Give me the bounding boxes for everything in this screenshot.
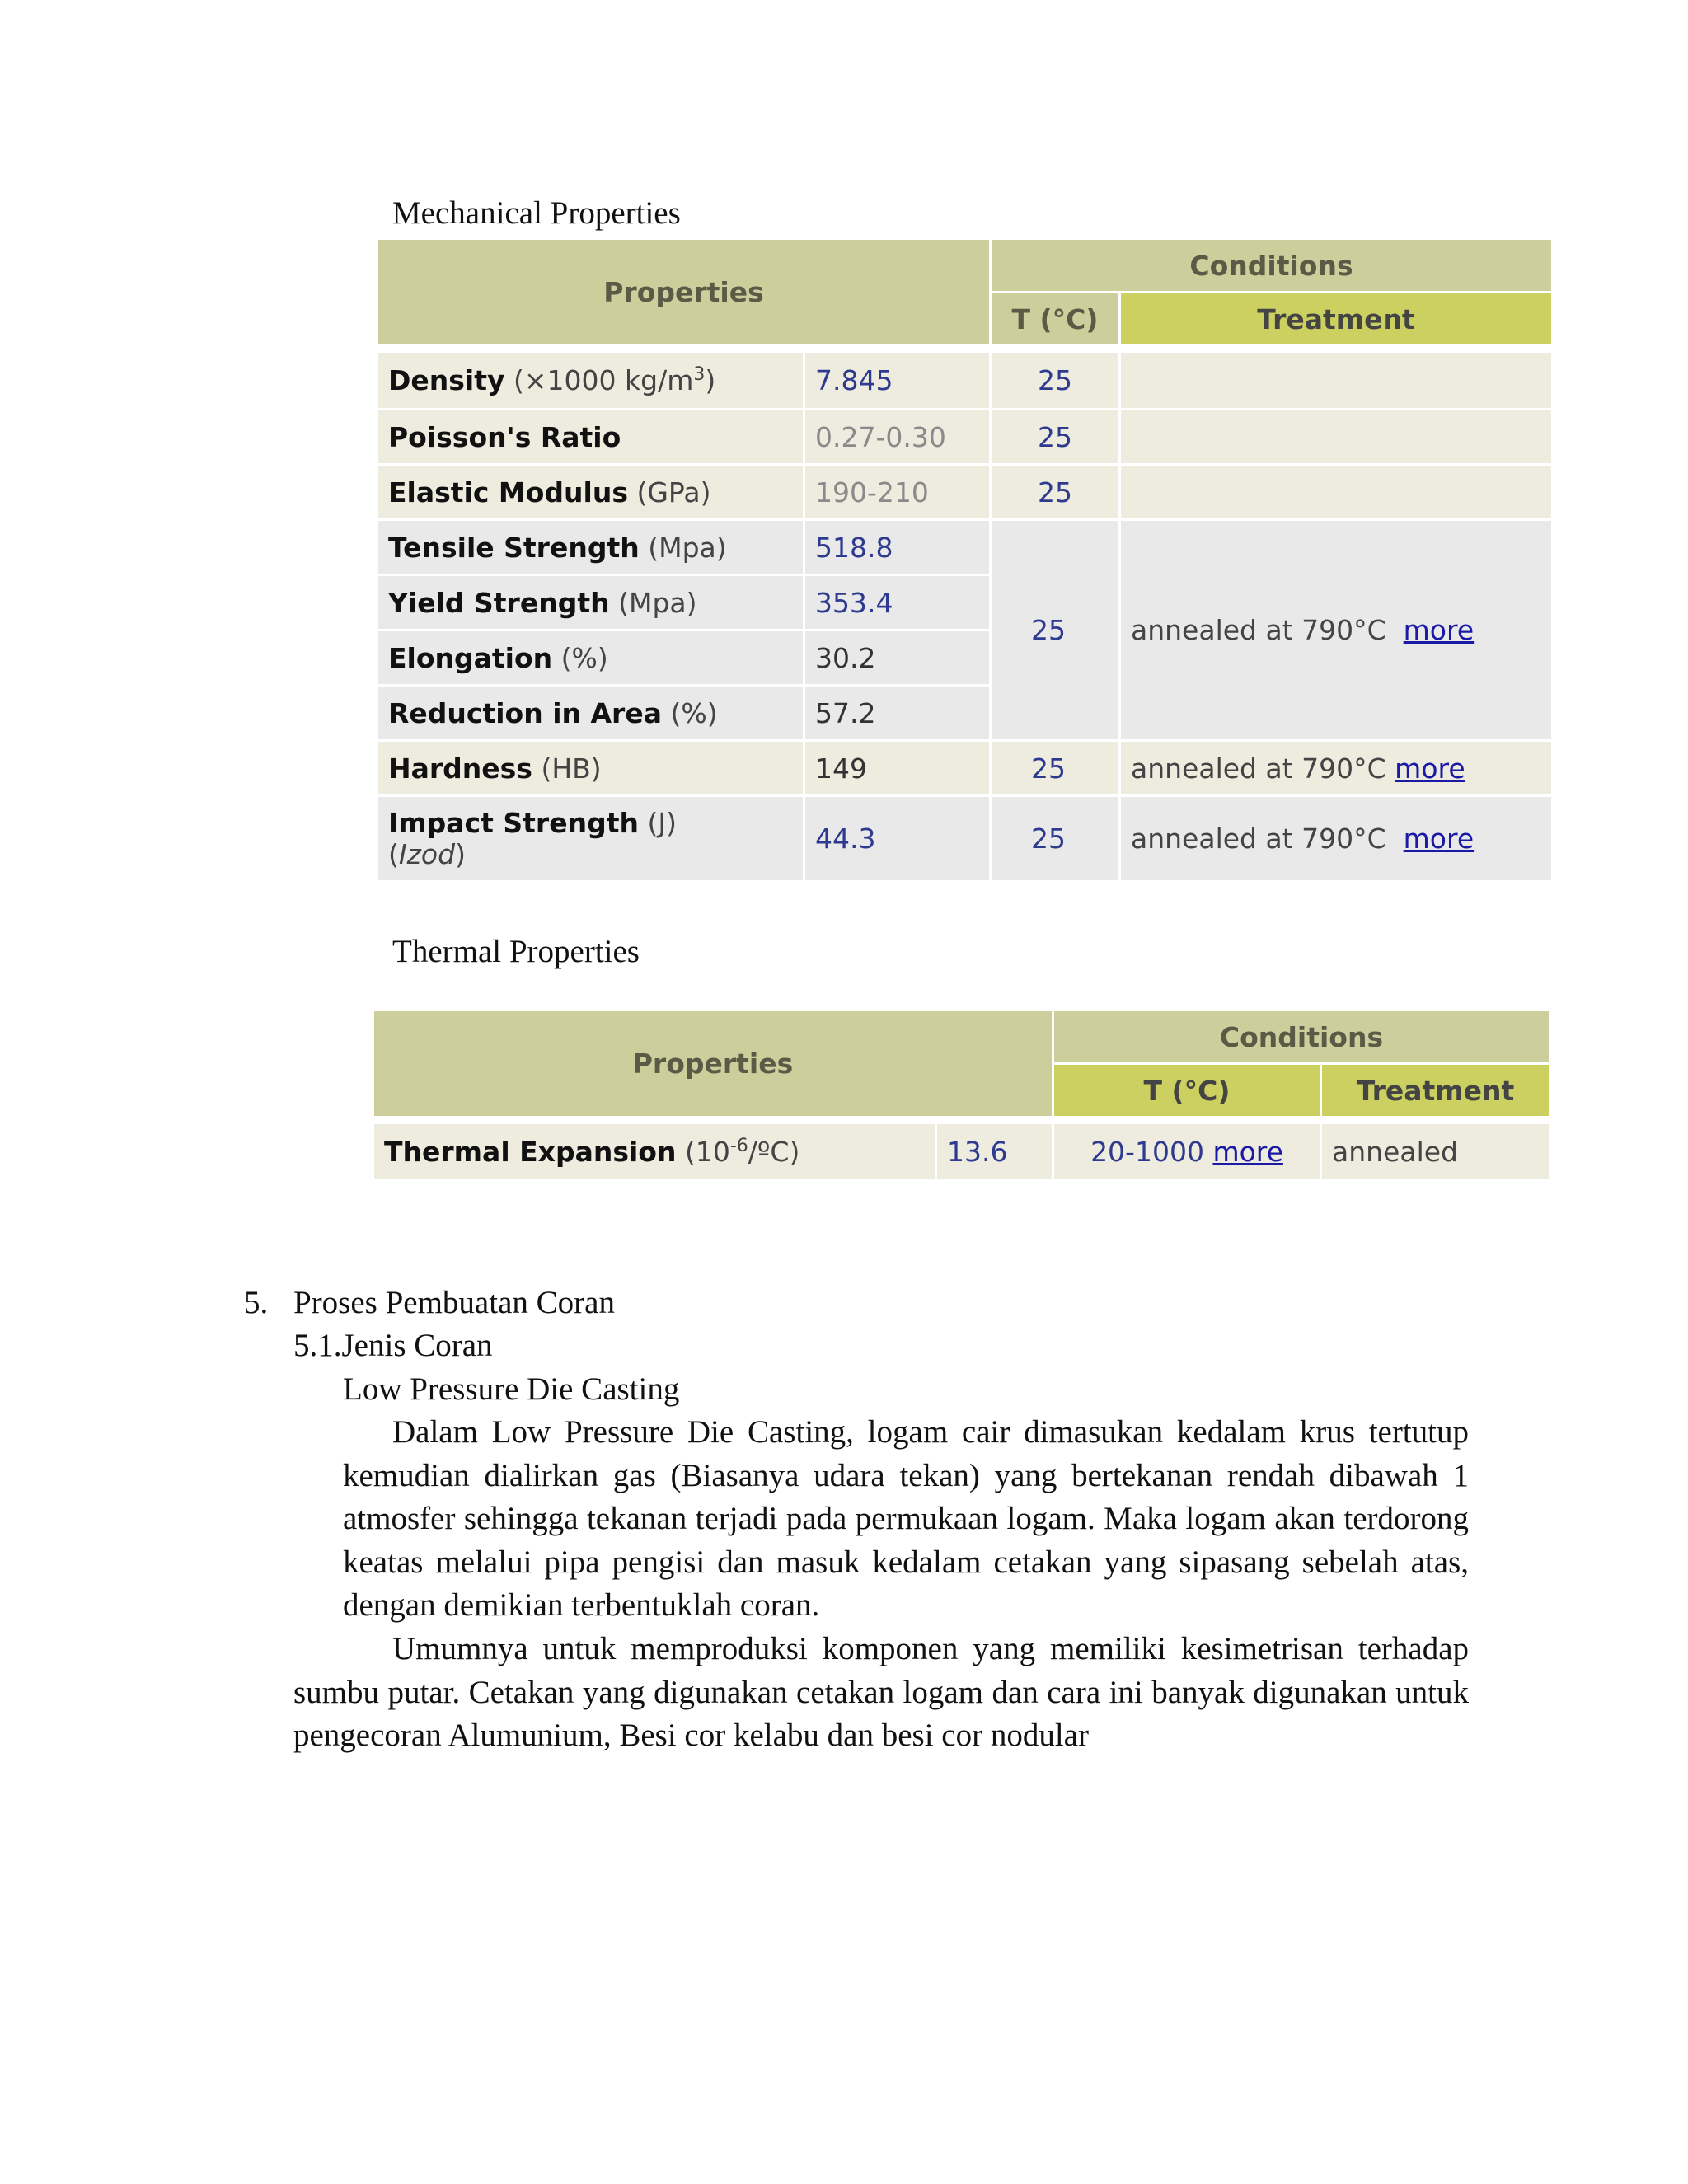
- thermal-caption: Thermal Properties: [392, 934, 640, 969]
- header-treatment: Treatment: [1321, 1064, 1550, 1118]
- paragraph-2: Umumnya untuk memproduksi komponen yang memiliki kesimetrisan terhadap sumbu putar. Cetakan yang digunakan cetakan logam dan cara ini banyak digunakan untuk pengecoran Alumunium, Besi cor kelabu dan besi cor nodular: [293, 1631, 1469, 1753]
- property-name: Elastic Modulus (GPa): [377, 465, 804, 520]
- property-value: 149: [804, 741, 991, 796]
- table-row: [377, 520, 1553, 575]
- treatment-value: annealed at 790°C more: [1120, 520, 1553, 741]
- table-row: [377, 410, 1553, 465]
- property-name: Poisson's Ratio: [377, 410, 804, 465]
- header-properties: Properties: [373, 1010, 1053, 1118]
- table-row: [377, 352, 1553, 410]
- header-conditions: Conditions: [1053, 1010, 1550, 1064]
- subsection-title: 5.1.Jenis Coran: [293, 1328, 493, 1363]
- property-value: 57.2: [804, 686, 991, 741]
- property-value: 7.845: [804, 352, 991, 410]
- subheading: Low Pressure Die Casting: [343, 1371, 680, 1407]
- treatment-value: annealed at 790°C more: [1120, 796, 1553, 882]
- property-value: 0.27-0.30: [804, 410, 991, 465]
- table-row: [377, 465, 1553, 520]
- section-number: 5.: [244, 1285, 269, 1320]
- treatment-value: annealed: [1321, 1123, 1550, 1181]
- table-row: [377, 796, 1553, 882]
- temperature-value: 20-1000 more: [1053, 1123, 1321, 1181]
- property-name: Density (×1000 $kg/m^3$): [377, 352, 804, 410]
- temperature-value: 25: [991, 520, 1120, 741]
- header-treatment: Treatment: [1120, 293, 1553, 346]
- header-temperature: T (°C): [991, 293, 1120, 346]
- more-link[interactable]: more: [1403, 614, 1475, 646]
- property-name: Thermal Expansion $(10^{-6}/ºC)$: [373, 1123, 936, 1181]
- table-row: [377, 741, 1553, 796]
- property-value: 518.8: [804, 520, 991, 575]
- property-value: 30.2: [804, 630, 991, 686]
- table-row: [373, 1123, 1550, 1181]
- mechanical-table: [376, 237, 1554, 883]
- mechanical-caption: Mechanical Properties: [392, 195, 681, 231]
- property-name: Reduction in Area (%): [377, 686, 804, 741]
- more-link[interactable]: more: [1403, 823, 1475, 855]
- property-value: 190-210: [804, 465, 991, 520]
- property-value: 13.6: [936, 1123, 1053, 1181]
- temperature-value: 25: [991, 796, 1120, 882]
- property-value: 353.4: [804, 575, 991, 630]
- section-title: Proses Pembuatan Coran: [293, 1285, 615, 1320]
- property-value: 44.3: [804, 796, 991, 882]
- paragraph-1: Dalam Low Pressure Die Casting, logam cair dimasukan kedalam krus tertutup kemudian dialirkan gas (Biasanya udara tekan) yang bertekanan rendah dibawah 1 atmosfer sehingga tekanan terjadi pada permukaan logam. Maka logam akan terdorong keatas melalui pipa pengisi dan masuk kedalam cetakan yang sipasang sebelah atas, dengan demikian terbentuklah coran.: [343, 1414, 1469, 1623]
- temperature-value: 25: [991, 741, 1120, 796]
- property-name: Elongation (%): [377, 630, 804, 686]
- treatment-value: [1120, 352, 1553, 410]
- thermal-table: [372, 1009, 1551, 1182]
- temperature-value: 25: [991, 410, 1120, 465]
- property-name: Tensile Strength (Mpa): [377, 520, 804, 575]
- header-properties: Properties: [377, 239, 991, 346]
- more-link[interactable]: more: [1395, 752, 1465, 785]
- treatment-value: [1120, 410, 1553, 465]
- treatment-value: [1120, 465, 1553, 520]
- temperature-value: 25: [991, 352, 1120, 410]
- header-temperature: T (°C): [1053, 1064, 1321, 1118]
- property-name: Yield Strength (Mpa): [377, 575, 804, 630]
- property-name: Impact Strength (J) (Izod): [377, 796, 804, 882]
- property-name: Hardness (HB): [377, 741, 804, 796]
- header-conditions: Conditions: [991, 239, 1553, 293]
- temperature-value: 25: [991, 465, 1120, 520]
- treatment-value: annealed at 790°C more: [1120, 741, 1553, 796]
- more-link[interactable]: more: [1212, 1136, 1283, 1168]
